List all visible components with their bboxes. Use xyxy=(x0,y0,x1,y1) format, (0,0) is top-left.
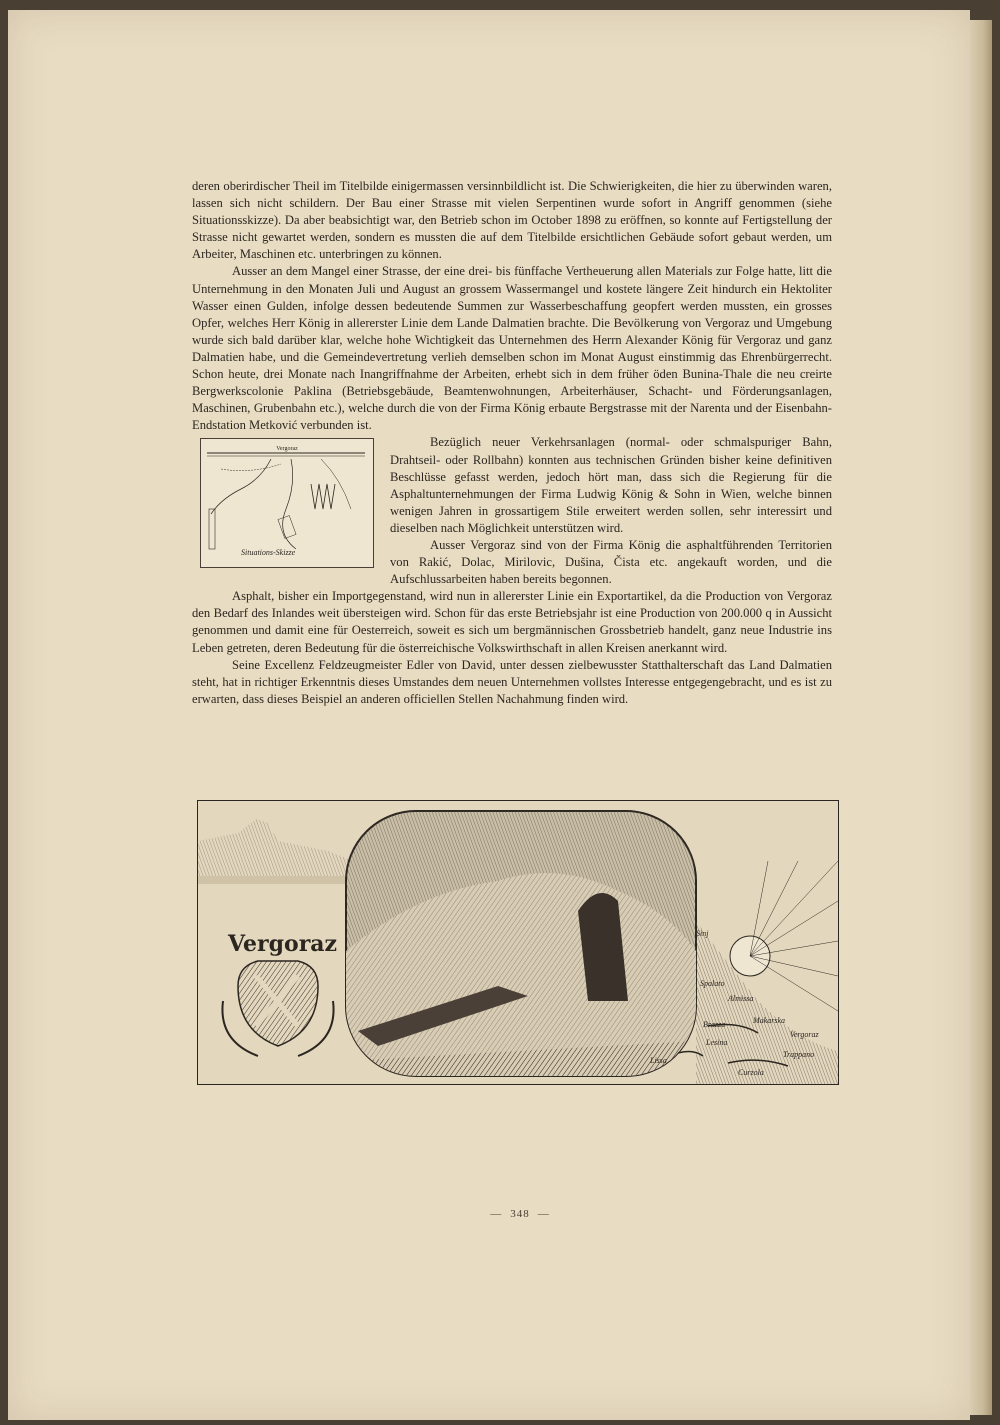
paragraph-1: deren oberirdischer Theil im Titelbilde einigermassen versinnbildlicht ist. Die Schwierigkeiten, die hier zu überwinden waren, lassen sich nicht schildern. Der Bau einer Strasse mit vielen Serpentinen wurde sofort in Angriff genommen (siehe Situationsskizze). Da aber beabsichtigt war, den Betrieb schon im October 1898 zu eröffnen, so konnte auf Fertigstellung der Strasse nicht gewartet werden, sondern es mussten die auf dem Titelbilde ersichtlichen Gebäude sofort gebaut werden, um Arbeiter, Maschinen etc. unterbringen zu können. xyxy=(192,179,832,262)
paragraph-5: Asphalt, bisher ein Importgegenstand, wird nun in allererster Linie ein Exportartikel, da die Production von Vergoraz den Bedarf des Inlandes weit übersteigen wird. Schon für das erste Betriebsjahr ist eine Production von 200.000 q in Aussicht genommen und damit eine für Oesterreich, soweit es sich um bergmännischen Grossbetrieb handelt, ganz neue Industrie ins Leben getreten, deren Bedeutung für die österreichische Volkswirthschaft in allen Kreisen anerkannt wird. xyxy=(192,589,832,655)
place-label: Lesina xyxy=(706,1038,728,1047)
place-label: Almissa xyxy=(728,994,754,1003)
paragraph-2-text: Ausser an dem Mangel einer Strasse, der eine drei- bis fünffache Vertheuerung allen Materials zur Folge hatte, litt die Unternehmung in den Monaten Juli und August an grossem Wassermangel und kostete längere Zeit hindurch ein Hektoliter Wasser einen Gulden, infolge dessen bedeutende Summen zur Wasserbeschaffung geopfert werden mussten, ein grosses Opfer, welches Herr König in allererster Linie dem Lande Dalmatien brachte. Die Bevölkerung von Vergoraz und Umgebung wurde sich bald darüber klar, welche hohe Wichtigkeit das Unternehmen des Herrn Alexander König für Vergoraz und ganz Dalmatien habe, und die Gemeindevertretung verlieh demselben schon im Monat August einstimmig das Ehrenbürgerrecht. Schon heute, drei Monate nach Inangriffnahme der Arbeiten, erhebt sich in dem früher öden Bunina-Thale die neu creirte Bergwerkscolonie Paklina (Betriebsgebäude, Beamtenwohnungen, Arbeiterhäuser, Schacht- und Förderungsanlagen, Maschinen, Grubenbahn etc.), welche durch die von der Firma König erbaute Bergstrasse mit der Narenta und der Eisenbahn-Endstation Metković verbunden ist. xyxy=(192,264,832,433)
paragraph-3: Bezüglich neuer Verkehrsanlagen (normal- oder schmalspuriger Bahn, Drahtseil- oder Rollbahn) konnten aus technischen Gründen bisher keine definitiven Beschlüsse gefasst werden, jedoch hört man, dass sich die Regierung für die Asphaltunternehmungen der Firma Ludwig König & Sohn in Wien, welche binnen wenigen Jahren in grossartigem Stile erweitert werden sollen, sehr interessirt und dieselben nach Möglichkeit unterstützen wird. xyxy=(390,435,832,535)
situation-sketch-map xyxy=(200,438,374,568)
paragraph-4: Ausser Vergoraz sind von der Firma König die asphaltführenden Territorien von Rakić, Dolac, Mirilovic, Dušina, Čista etc. angekauft worden, und die Aufschlussarbeiten haben bereits begonnen. xyxy=(390,537,832,587)
vergoraz-vignette-illustration xyxy=(197,800,839,1085)
place-label: Lissa xyxy=(650,1056,667,1065)
place-label: Trappano xyxy=(783,1050,815,1059)
article-body xyxy=(192,178,832,708)
place-label: Curzola xyxy=(738,1068,764,1077)
place-label: Spalato xyxy=(700,979,725,988)
place-label: Makarska xyxy=(753,1016,785,1025)
vignette-drawing xyxy=(198,801,838,1084)
map-caption: Situations-Skizze xyxy=(241,548,296,558)
page-number-value: 348 xyxy=(510,1208,530,1220)
coat-of-arms-emblem xyxy=(222,961,333,1056)
page-number: — 348 — xyxy=(490,1208,550,1220)
place-label: Sinj xyxy=(696,929,709,938)
page-edge xyxy=(970,20,992,1415)
place-label: Brazza xyxy=(703,1020,726,1029)
paragraph-6: Seine Excellenz Feldzeugmeister Edler von David, unter dessen zielbewusster Statthalterschaft das Land Dalmatien steht, hat in richtiger Erkenntnis dieses Umstandes dem neuen Unternehmen vollstes Interesse entgegengebracht, und es ist zu erwarten, dass dieses Beispiel an anderen officiellen Stellen Nachahmung finden wird. xyxy=(192,657,832,706)
paragraph-2 xyxy=(192,263,832,434)
vignette-title: Vergoraz xyxy=(228,931,338,957)
place-label: Vergoraz xyxy=(790,1030,819,1039)
map-top-label: Vergoraz xyxy=(276,446,298,453)
